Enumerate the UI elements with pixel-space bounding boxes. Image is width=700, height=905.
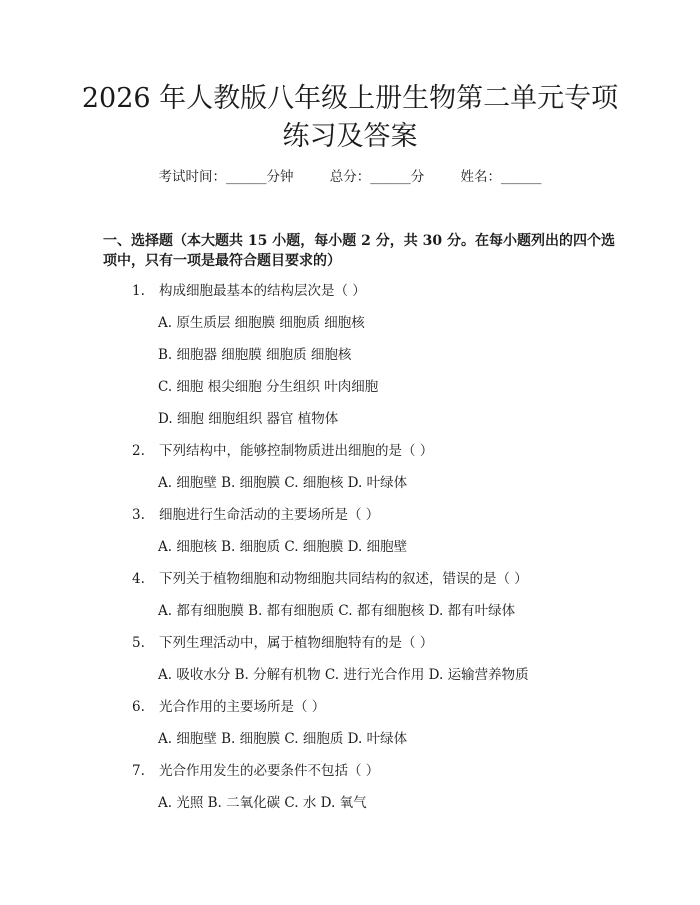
question-stem	[132, 281, 366, 301]
exam-time: 考试时间：______分钟	[158, 169, 294, 185]
question-stem	[132, 441, 433, 461]
title-line-2: 练习及答案	[282, 121, 418, 152]
question-number: 6.	[132, 699, 145, 715]
answer-option: A. 吸收水分 B. 分解有机物 C. 进行光合作用 D. 运输营养物质	[158, 667, 529, 683]
answer-option: B. 细胞器 细胞膜 细胞质 细胞核	[158, 347, 352, 363]
question-stem	[132, 697, 325, 717]
question-text: 光合作用发生的必要条件不包括（ ）	[159, 763, 380, 779]
question-stem	[132, 761, 379, 781]
question-number: 5.	[132, 635, 145, 651]
exam-info	[0, 167, 700, 187]
question-number: 3.	[132, 507, 145, 523]
answer-option: A. 细胞壁 B. 细胞膜 C. 细胞核 D. 叶绿体	[158, 475, 408, 491]
answer-option: D. 细胞 细胞组织 器官 植物体	[158, 411, 339, 427]
exam-score: 总分：______分	[329, 169, 425, 185]
section-heading	[103, 231, 623, 271]
section-heading-line-2: 项中，只有一项是最符合题目要求的）	[103, 253, 341, 269]
question-number: 1.	[132, 283, 145, 299]
answer-option: A. 都有细胞膜 B. 都有细胞质 C. 都有细胞核 D. 都有叶绿体	[158, 603, 516, 619]
question-number: 2.	[132, 443, 145, 459]
answer-option: A. 光照 B. 二氧化碳 C. 水 D. 氧气	[158, 795, 367, 811]
question-text: 下列关于植物细胞和动物细胞共同结构的叙述，错误的是（ ）	[159, 571, 528, 587]
answer-option: A. 细胞壁 B. 细胞膜 C. 细胞质 D. 叶绿体	[158, 731, 408, 747]
answer-option: A. 细胞核 B. 细胞质 C. 细胞膜 D. 细胞壁	[158, 539, 408, 555]
answer-option: A. 原生质层 细胞膜 细胞质 细胞核	[158, 315, 365, 331]
question-text: 下列生理活动中，属于植物细胞特有的是（ ）	[159, 635, 434, 651]
section-heading-line-1: 一、选择题（本大题共 15 小题，每小题 2 分，共 30 分。在每小题列出的四个选	[103, 233, 615, 249]
question-text: 光合作用的主要场所是（ ）	[159, 699, 326, 715]
document-title	[60, 80, 640, 156]
question-number: 7.	[132, 763, 145, 779]
question-text: 细胞进行生命活动的主要场所是（ ）	[159, 507, 380, 523]
question-text: 构成细胞最基本的结构层次是（ ）	[159, 283, 366, 299]
question-number: 4.	[132, 571, 145, 587]
question-text: 下列结构中，能够控制物质进出细胞的是（ ）	[159, 443, 434, 459]
question-stem	[132, 505, 379, 525]
exam-name: 姓名：______	[460, 169, 542, 185]
answer-option: C. 细胞 根尖细胞 分生组织 叶肉细胞	[158, 379, 379, 395]
question-stem	[132, 569, 528, 589]
question-stem	[132, 633, 433, 653]
title-line-1: 2026 年人教版八年级上册生物第二单元专项	[81, 83, 619, 114]
